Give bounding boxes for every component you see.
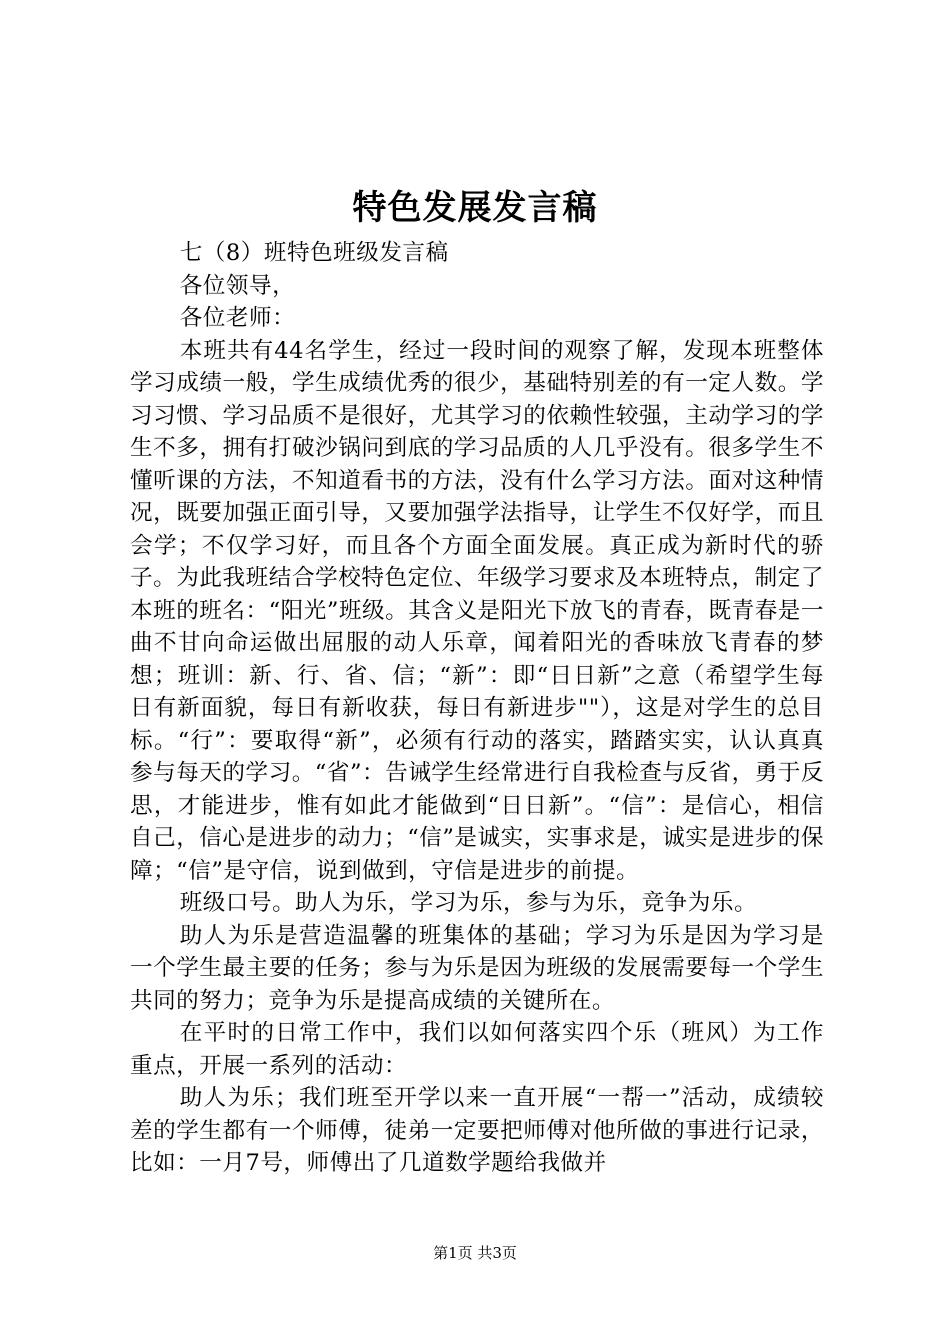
- salutation-teachers: 各位老师：: [179, 305, 296, 331]
- subtitle-paragraph: 七（8）班特色班级发言稿: [179, 240, 449, 266]
- page-number-footer: 第1页 共3页: [433, 1244, 517, 1262]
- body-paragraph: 本班共有44名学生，经过一段时间的观察了解，发现本班整体学习成绩一般，学生成绩优秀的很少，基础特别差的有一定人数。学习习惯、学习品质不是很好，尤其学习的依赖性较强，主动学习的学生不多，拥有打破沙锅问到底的学习品质的人几乎没有。很多学生不懂听课的方法，不知道看书的方法，没有什么学习方法。面对这种情况，既要加强正面引导，又要加强学法指导，让学生不仅好学，而且会学；不仅学习好，而且各个方面全面发展。真正成为新时代的骄子。为此我班结合学校特色定位、年级学习要求及本班特点，制定了本班的班名：“阳光”班级。其含义是阳光下放飞的青春，既青春是一曲不甘向命运做出屈服的动人乐章，闻着阳光的香味放飞青春的梦想；班训：新、行、省、信；“新”：即“日日新”之意（希望学生每日有新面貌，每日有新收获，每日有新进步""），这是对学生的总目标。“行”：要取得“新”，必须有行动的落实，踏踏实实，认认真真参与每天的学习。“省”：告诫学生经常进行自我检查与反省，勇于反思，才能进步，惟有如此才能做到“日日新”。“信”：是信心，相信自己，信心是进步的动力；“信”是诚实，实事求是，诚实是进步的保障；“信”是守信，说到做到，守信是进步的前提。: [130, 337, 824, 884]
- salutation-leaders: 各位领导，: [179, 272, 296, 299]
- body-paragraph: 助人为乐；我们班至开学以来一直开展“一帮一”活动，成绩较差的学生都有一个师傅，徒弟一定要把师傅对他所做的事进行记录，比如：一月7号，师傅出了几道数学题给我做并: [130, 1085, 824, 1176]
- document-body: [130, 237, 824, 1180]
- body-paragraph: 在平时的日常工作中，我们以如何落实四个乐（班风）为工作重点，开展一系列的活动：: [130, 1020, 824, 1079]
- body-paragraph: 班级口号。助人为乐，学习为乐，参与为乐，竞争为乐。: [179, 890, 758, 916]
- body-paragraph: 助人为乐是营造温馨的班集体的基础；学习为乐是因为学习是一个学生最主要的任务；参与为乐是因为班级的发展需要每一个学生共同的努力；竞争为乐是提高成绩的关键所在。: [130, 922, 824, 1014]
- document-title: 特色发展发言稿: [352, 188, 598, 228]
